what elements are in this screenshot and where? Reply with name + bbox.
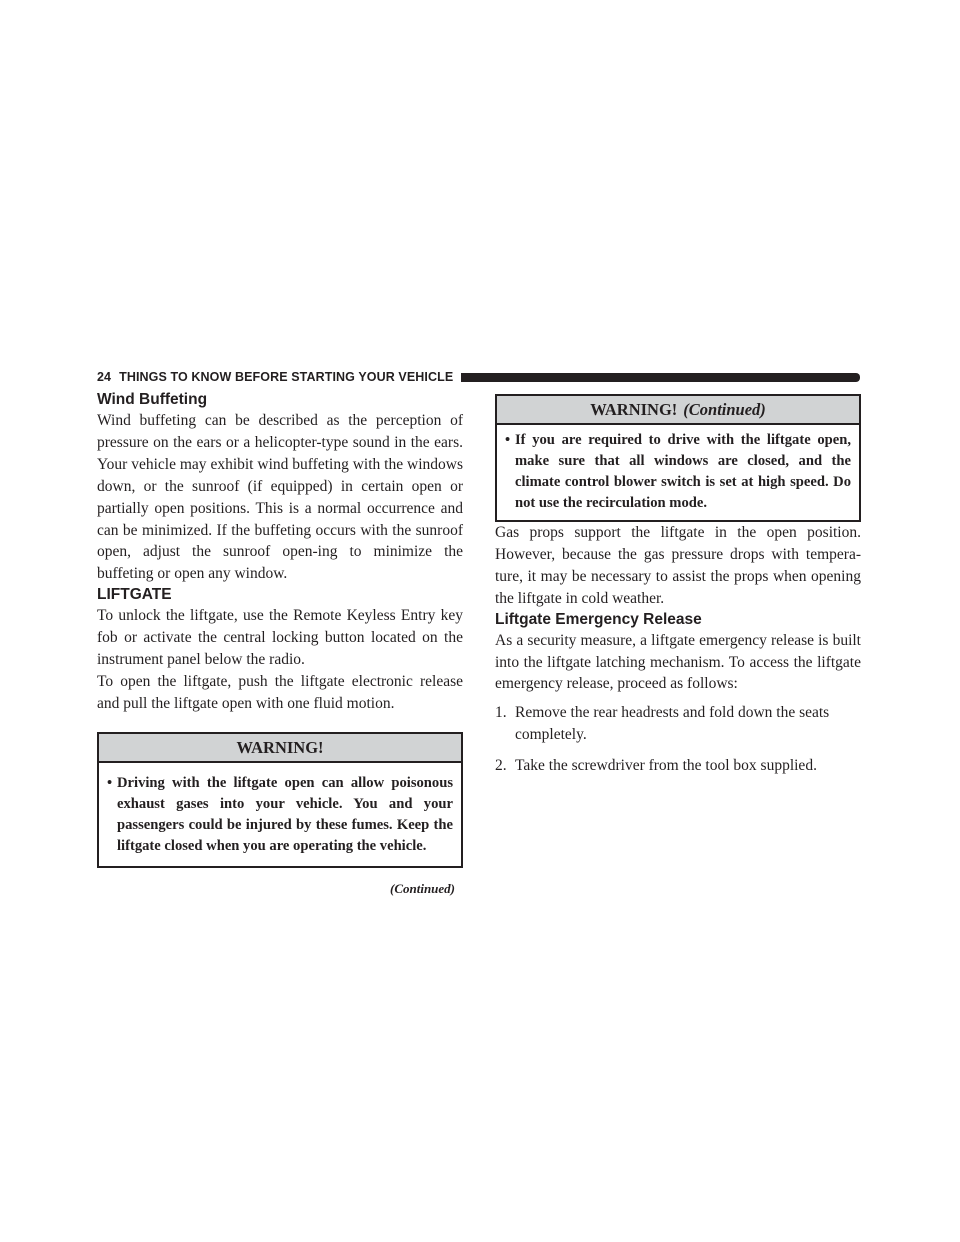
warning-item — [107, 773, 453, 857]
bullet-icon: • — [107, 774, 113, 791]
warning-title: WARNING! — [590, 400, 678, 419]
gas-props-text: Gas props support the liftgate in the open position. However, because the gas pressure drops with tempera-ture, it may be necessary to assist the props when opening the liftgate in cold weather. — [495, 524, 861, 607]
emergency-release-text: As a security measure, a liftgate emergency release is built into the liftgate latching mechanism. To access the liftgate emergency release, proceed as follows: — [495, 631, 861, 693]
step-number: 2. — [495, 757, 507, 775]
liftgate-heading: LIFTGATE — [97, 586, 172, 604]
warning-text: If you are required to drive with the liftgate open, make sure that all windows are closed, and the climate control blower switch is set at high speed. Do not use the recirculation mode. — [515, 432, 851, 511]
warning-body — [497, 425, 859, 520]
warning-header — [497, 396, 859, 425]
step-text: Take the screwdriver from the tool box supplied. — [515, 757, 817, 775]
right-column — [495, 390, 861, 786]
list-item — [495, 702, 861, 746]
warning-box-continued — [495, 394, 861, 522]
page-header — [97, 369, 860, 385]
steps-list — [495, 702, 861, 777]
step-number: 1. — [495, 704, 507, 722]
warning-item — [505, 430, 851, 514]
header-rule — [461, 373, 860, 382]
continued-note: (Continued) — [389, 880, 455, 896]
warning-title: WARNING! — [236, 737, 324, 757]
warning-text: Driving with the liftgate open can allow poisonous exhaust gases into your vehicle. You and your passengers could be injured by these fumes. Keep the liftgate closed when you are operating the vehicle. — [117, 774, 453, 854]
warning-body — [99, 763, 461, 866]
step-text: Remove the rear headrests and fold down the seats completely. — [515, 704, 830, 744]
section-title: THINGS TO KNOW BEFORE STARTING YOUR VEHICLE — [119, 370, 454, 384]
wind-buffeting-text: Wind buffeting can be described as the perception of pressure on the ears or a helicopter-type sound in the ears. Your vehicle may exhibit wind buffeting with the windows down, or the sunroof (if equipped) in certain open or partially open positions. This is a normal occurrence and can be minimized. If the buffeting occurs with the sunroof open, adjust the sunroof open-ing to minimize the buffeting or open any window. — [97, 412, 463, 583]
bullet-icon: • — [505, 432, 511, 448]
liftgate-open-text: To open the liftgate, push the liftgate electronic release and pull the liftgate open with one fluid motion. — [97, 672, 463, 712]
warning-continued-label: (Continued) — [683, 400, 766, 419]
warning-header — [99, 734, 461, 763]
left-column — [97, 390, 463, 897]
list-item — [495, 755, 861, 777]
warning-box — [97, 732, 463, 868]
page-number: 24 — [97, 370, 112, 384]
emergency-release-heading: Liftgate Emergency Release — [495, 610, 702, 628]
wind-buffeting-heading: Wind Buffeting — [97, 391, 208, 408]
liftgate-unlock-text: To unlock the liftgate, use the Remote Keyless Entry key fob or activate the central locking button located on the instrument panel below the radio. — [97, 607, 463, 669]
